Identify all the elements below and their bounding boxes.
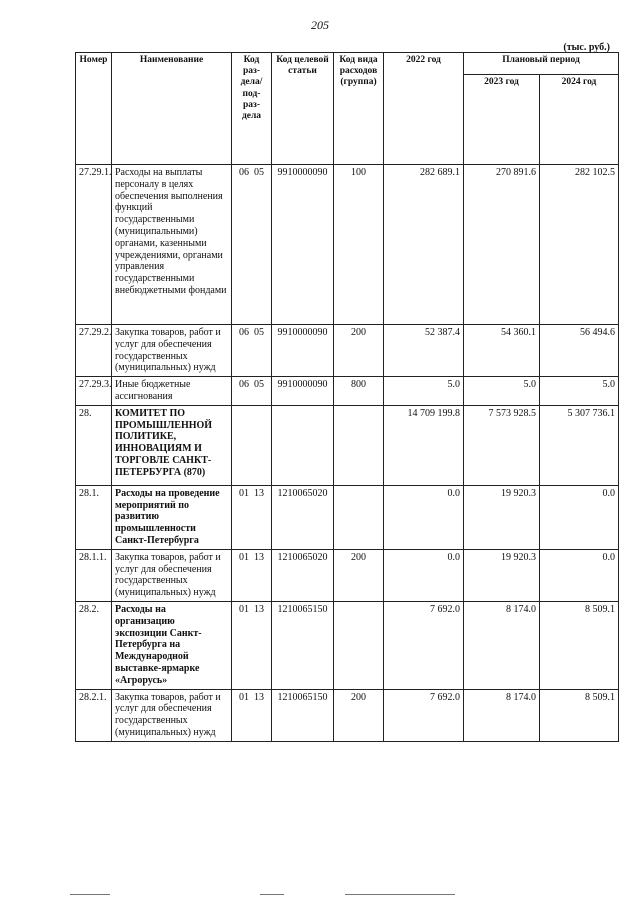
row-name: Расходы на организацию экспозиции Санкт-Петербурга на Международной выставке-ярмарке «Агрорусь» (112, 601, 232, 689)
row-name: Закупка товаров, работ и услуг для обеспечения государственных (муниципальных) нужд (112, 549, 232, 601)
row-podrazdel-code: 05 (254, 379, 264, 391)
row-number: 28.1.1. (76, 549, 112, 601)
units-label: (тыс. руб.) (563, 42, 610, 53)
page-number: 205 (311, 18, 329, 32)
row-amount-2022: 7 692.0 (384, 689, 464, 741)
row-amount-2023: 270 891.6 (464, 165, 540, 325)
table-row (76, 325, 619, 377)
row-vid (334, 485, 384, 549)
table-row (76, 405, 619, 485)
row-name: Закупка товаров, работ и услуг для обеспечения государственных (муниципальных) нужд (112, 325, 232, 377)
row-amount-2023: 19 920.3 (464, 549, 540, 601)
row-celevaya (272, 405, 334, 485)
header-razdel: Код раз-дела/ под-раз-дела (232, 53, 272, 165)
row-amount-2024: 282 102.5 (540, 165, 619, 325)
row-razdel (232, 405, 272, 485)
row-podrazdel-code: 05 (254, 327, 264, 338)
row-amount-2023: 5.0 (464, 377, 540, 406)
row-razdel (232, 549, 272, 601)
row-amount-2022: 14 709 199.8 (384, 405, 464, 485)
row-podrazdel-code: 13 (254, 551, 264, 563)
row-vid: 200 (334, 325, 384, 377)
row-podrazdel-code: 13 (254, 691, 264, 703)
row-amount-2023: 8 174.0 (464, 689, 540, 741)
row-amount-2024: 56 494.6 (540, 325, 619, 377)
row-vid: 200 (334, 689, 384, 741)
row-number: 27.29.3. (76, 377, 112, 406)
row-name: Расходы на проведение мероприятий по развитию промышленности Санкт-Петербурга (112, 485, 232, 549)
row-razdel-code: 06 (239, 167, 249, 178)
row-number: 28.2.1. (76, 689, 112, 741)
row-vid: 200 (334, 549, 384, 601)
header-planned: Плановый период (464, 53, 619, 75)
header-2022: 2022 год (384, 53, 464, 165)
header-2024: 2024 год (540, 75, 619, 165)
header-2023: 2023 год (464, 75, 540, 165)
row-vid (334, 405, 384, 485)
row-amount-2022: 5.0 (384, 377, 464, 406)
table-row (76, 377, 619, 406)
row-name: Закупка товаров, работ и услуг для обеспечения государственных (муниципальных) нужд (112, 689, 232, 741)
budget-table (75, 52, 619, 742)
row-amount-2024: 5.0 (540, 377, 619, 406)
row-amount-2024: 5 307 736.1 (540, 405, 619, 485)
row-vid: 100 (334, 165, 384, 325)
row-name: Расходы на выплаты персоналу в целях обеспечения выполнения функций государственными (муниципальными) органами, казенными учреждениями, органами управления государственными внебюджетными фондами (112, 165, 232, 325)
row-razdel (232, 689, 272, 741)
row-amount-2024: 0.0 (540, 549, 619, 601)
row-razdel-code: 01 (239, 603, 249, 615)
row-amount-2023: 19 920.3 (464, 485, 540, 549)
row-podrazdel-code: 13 (254, 487, 264, 499)
row-name: КОМИТЕТ ПО ПРОМЫШЛЕННОЙ ПОЛИТИКЕ, ИННОВАЦИЯМ И ТОРГОВЛЕ САНКТ-ПЕТЕРБУРГА (870) (112, 405, 232, 485)
row-celevaya: 9910000090 (272, 165, 334, 325)
row-celevaya: 1210065020 (272, 485, 334, 549)
row-vid (334, 601, 384, 689)
footer-rule (70, 894, 110, 895)
row-razdel-code: 01 (239, 487, 249, 499)
row-razdel-code: 06 (239, 327, 249, 338)
row-podrazdel-code: 05 (254, 167, 264, 178)
row-celevaya: 1210065150 (272, 689, 334, 741)
table-header-row (76, 53, 619, 75)
table-row (76, 485, 619, 549)
row-amount-2022: 7 692.0 (384, 601, 464, 689)
footer-rule (345, 894, 455, 895)
row-number: 27.29.1. (76, 165, 112, 325)
header-vid: Код вида расходов (группа) (334, 53, 384, 165)
row-amount-2022: 0.0 (384, 549, 464, 601)
row-celevaya: 9910000090 (272, 377, 334, 406)
table-row (76, 601, 619, 689)
row-celevaya: 1210065150 (272, 601, 334, 689)
row-name: Иные бюджетные ассигнования (112, 377, 232, 406)
row-number: 28.1. (76, 485, 112, 549)
row-amount-2023: 8 174.0 (464, 601, 540, 689)
header-name: Наименование (112, 53, 232, 165)
row-razdel (232, 601, 272, 689)
row-razdel-code: 01 (239, 551, 249, 563)
row-podrazdel-code: 13 (254, 603, 264, 615)
row-number: 28. (76, 405, 112, 485)
row-razdel (232, 377, 272, 406)
table-row (76, 549, 619, 601)
footer-rule (260, 894, 284, 895)
row-razdel (232, 325, 272, 377)
row-amount-2024: 8 509.1 (540, 689, 619, 741)
row-amount-2023: 7 573 928.5 (464, 405, 540, 485)
row-razdel (232, 485, 272, 549)
row-razdel-code: 01 (239, 691, 249, 703)
row-number: 27.29.2. (76, 325, 112, 377)
row-amount-2022: 282 689.1 (384, 165, 464, 325)
row-celevaya: 9910000090 (272, 325, 334, 377)
row-number: 28.2. (76, 601, 112, 689)
row-amount-2024: 8 509.1 (540, 601, 619, 689)
row-amount-2023: 54 360.1 (464, 325, 540, 377)
row-vid: 800 (334, 377, 384, 406)
row-amount-2022: 0.0 (384, 485, 464, 549)
header-number: Номер (76, 53, 112, 165)
row-amount-2024: 0.0 (540, 485, 619, 549)
table-row (76, 689, 619, 741)
row-celevaya: 1210065020 (272, 549, 334, 601)
header-celevaya: Код целевой статьи (272, 53, 334, 165)
row-razdel (232, 165, 272, 325)
table-row (76, 165, 619, 325)
row-amount-2022: 52 387.4 (384, 325, 464, 377)
row-razdel-code: 06 (239, 379, 249, 391)
